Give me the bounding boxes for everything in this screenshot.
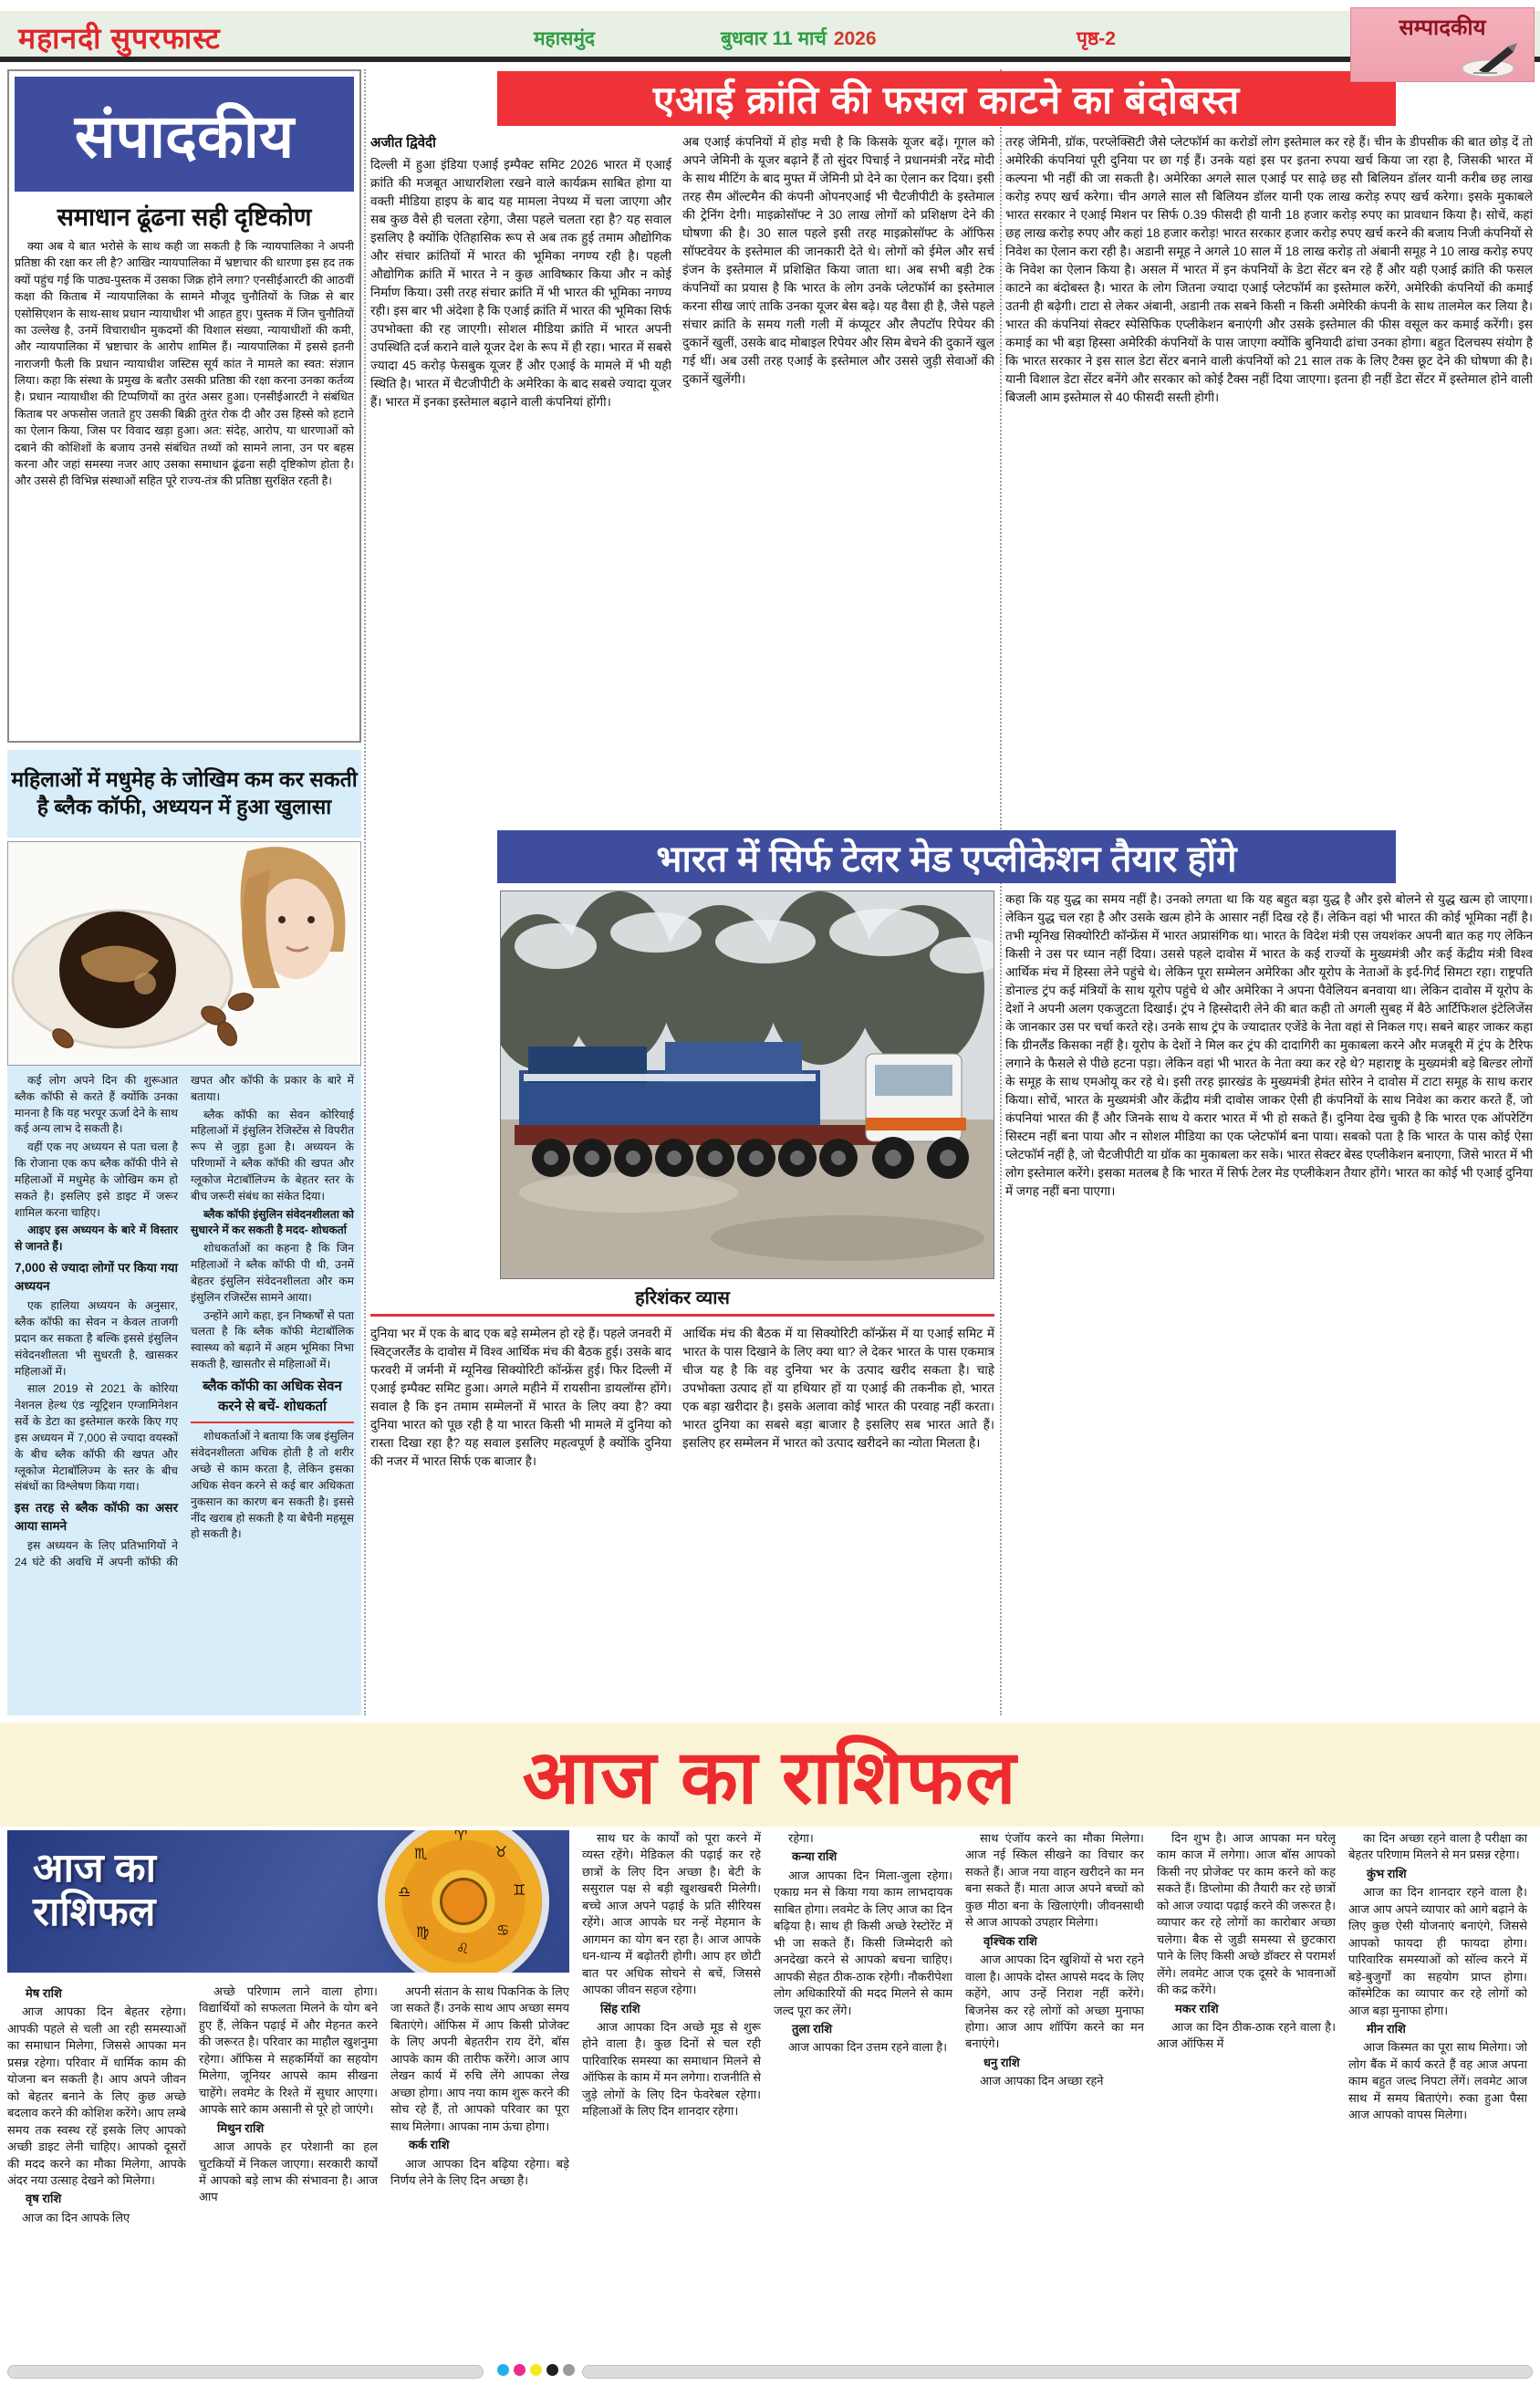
ai-article-column-3: तरह जेमिनी, ग्रॉक, परप्लेक्सिटी जैसे प्लेटफॉर्म का करोडों लोग इस्तेमाल कर रहे हैं। चीन के डीपसीक की बात छोड़ दें तो अमेरिकी कंपनियां पूरी दुनिया पर छा गई हैं। उनके यहां इस पर इतना रुपया खर्च किया जा रहा है, जिसकी भारत में कल्पना भी नहीं की जा सकती है। अमेरिका अगले साल एआई पर साढ़े छह सौ बिलियन डॉलर यानी करीब छह लाख करोड़ रुपए खर्च करेगा। चीन अगले साल सौ बिलियन डॉलर यानी एक लाख करोड़ रुपए खर्च करेगा। इसके मुकाबले भारत सरकार ने एआई मिशन पर सिर्फ 0.39 फीसदी ही यानी 18 हजार करोड़ रुपए का प्रावधान किया है। सोचें, कहां छह लाख करोड़ रुपए और कहां 18 हजार करोड़! भारत सरकार हजार करोड़ रुपए खर्च करने की बजाय निजी कंपनियों से निवेश का ऐलान करा रही है। अडानी समूह ने अगले 10 साल में 18 लाख करोड़ तो अंबानी समूह ने 10 लाख करोड़ रुपए के निवेश का ऐलान किया है। असल में भारत में इन कंपनियों के डेटा सेंटर बन रहे हैं और यही एआई क्रांति की फसल काटने का बंदोबस्त है। भारत के लोग जितना ज्यादा एआई प्लेटफॉर्म का इस्तेमाल करेंगे, अमेरिकी कंपनियों की कमाई उतनी ही बढ़ेगी। टाटा से लेकर अंबानी, अडानी तक सबने किसी न किसी अमेरिकी कंपनी के साथ तालमेल कर लिया है। भारत की कंपनियां सेक्टर स्पेसिफिक एप्लीकेशन बनाएंगी और उसके इस्तेमाल की फीस वसूल कर कमाई करेंगी। इस कमाई का भी बड़ा हिस्सा अमेरिकी कंपनियों के पास जाएगा क्योंकि बुनियादी ढांचा उनका होगा। बहुत दिलचस्प संयोग है कि भारत सरकार ने इस साल डेटा सेंटर बनाने वाली कंपनियों को 21 साल तक के लिए टैक्स छूट देने की घोषणा की है। यानी विशाल डेटा सेंटर बनेंगे और सरकार को कोई टैक्स नहीं दिया जाएगा। इतना ही नहीं डेटा सेंटर में इस्तेमाल होने वाली बिजली आम इस्तेमाल से 40 फीसदी सस्ती होगी। — [1005, 135, 1533, 404]
rashi-name: मीन राशि — [1367, 2021, 1406, 2036]
footer-bar-right — [582, 2365, 1533, 2379]
coffee-paragraph: कई लोग अपने दिन की शुरूआत ब्लैक कॉफी से करते हैं क्योंकि उनका मानना है कि यह भरपूर ऊर्जा देने के साथ कई अन्य लाभ दे सकती है। — [15, 1074, 178, 1136]
coffee-subhead: 7,000 से ज्यादा लोगों पर किया गया अध्ययन — [15, 1261, 178, 1293]
ai-article-text-1: दिल्ली में हुआ इंडिया एआई इम्पैक्ट समिट 2026 भारत में एआई क्रांति की मजबूत आधारशिला रखने वाले कार्यक्रम साबित होगा या वक्ती मीडिया हाइप के बाद यह मामला नेपथ्य में चला जाएगा और सब कुछ वैसे ही चलता रहेगा, जैसा पहले चलता रहा है? यह सवाल इसलिए है क्योंकि ऐतिहासिक रूप से अब तक हुई तमाम औद्योगिक और संचार क्रांतियों में भारत की भूमिका नगण्य रही है। पहली औद्योगिक क्रांति में भारत ने न कुछ आविष्कार किया और न कोई निर्माण किया। उसी तरह संचार क्रांति में भी भारत की भूमिका नगण्य रही। इस बार भी अंदेशा है कि एआई क्रांति में भारत की भूमिका सिर्फ उपभोक्ता की रह जाएगी। सोशल मीडिया क्रांति में भारत अपनी उपस्थिति दर्ज कराने वाले यूजर देश के रूप में ही रहा। भारत में सबसे ज्यादा 45 करोड़ फेसबुक यूजर हैं और एआई के मामले में भी यही स्थिति है। भारत में चैटजीपीटी के अमेरिका के बाद सबसे ज्यादा यूजर हैं। भारत में इनका इस्तेमाल बढ़ाने वाली कंपनियां होंगी। — [370, 158, 671, 409]
horoscope-text: अपनी संतान के साथ पिकनिक के लिए जा सकते हैं। उनके साथ आप अच्छा समय बिताएंगे। ऑफिस में आप किसी प्रोजेक्ट के लिए अपनी बेहतरीन राय देंगे, बॉस आपके काम की तारीफ करेंगे। आज आप लेखन कार्य में रुचि लेंगे आपका लेख अच्छा होगा। आप नया काम शुरू करने की सोच रहे हैं, तो आपको परिवार का पूरा साथ मिलेगा। आपका नाम ऊंचा होगा। — [390, 1984, 569, 2133]
column-separator — [364, 69, 366, 1715]
coffee-subhead: ब्लैक कॉफी का अधिक सेवन करने से बचें- शोधकर्ता — [191, 1377, 354, 1424]
horoscope-graphic-line1: आज का — [33, 1846, 157, 1890]
ai-article-headline: एआई क्रांति की फसल काटने का बंदोबस्त — [652, 78, 1241, 121]
tailor-article-headline: भारत में सिर्फ टेलर मेड एप्लीकेशन तैयार होंगे — [656, 838, 1237, 880]
horoscope-title-band — [0, 1723, 1540, 1827]
coffee-paragraph: ब्लैक कॉफी का सेवन कोरियाई महिलाओं में इंसुलिन रेजिस्टेंस से विपरीत रूप से जुड़ा हुआ है। अध्ययन के परिणामों ने ब्लैक कॉफी की खपत और ग्लूकोज मेटाबॉलिज्म के बेहतर स्तर के बीच जरूरी संबंध का संकेत दिया। — [191, 1108, 354, 1203]
ai-article-column-1 — [370, 133, 671, 825]
rashi-name: कन्या राशि — [792, 1849, 838, 1864]
gray-dot — [563, 2364, 575, 2376]
horoscope-text: आज आपका दिन उत्तम रहने वाला है। — [788, 2040, 948, 2055]
editorial-logo-label: सम्पादकीय — [1399, 16, 1486, 40]
rashi-name: वृश्चिक राशि — [983, 1933, 1037, 1948]
truck-photo — [500, 890, 994, 1279]
pen-icon — [1461, 41, 1524, 78]
wheel-hub — [440, 1878, 487, 1925]
horoscope-graphic — [7, 1830, 569, 1973]
coffee-article-headline — [7, 750, 361, 838]
coffee-headline-line2: है ब्लैक कॉफी, अध्ययन में हुआ खुलासा — [36, 795, 332, 818]
rashi-name: वृष राशि — [26, 2192, 62, 2206]
ai-article-author: अजीत द्विवेदी — [370, 135, 436, 151]
coffee-paragraph: वहीं एक नए अध्ययन से पता चला है कि रोजाना एक कप ब्लैक कॉफी पीने से महिलाओं में मधुमेह के जोखिम कम हो सकते है। इसलिए इसे डाइट में जरूर शामिल करना चाहिए। — [15, 1140, 178, 1219]
zodiac-wheel-icon: ♈ ♉ ♊ ♋ ♌ ♍ ♎ ♏ — [385, 1830, 542, 1973]
truck-photo-illustration — [501, 891, 994, 1278]
horoscope-graphic-line2: राशिफल — [33, 1890, 156, 1935]
horoscope-text: आज आपका दिन अच्छे मूड से शुरू होने वाला है। कुछ दिनों से चल रही पारिवारिक समस्या का समाधान मिलने से ऑफिस के काम में मन लगेगा। राजनीति से जुड़े लोगों के लिए दिन फेवरेबल रहेगा। महिलाओं के लिए दिन शानदार रहेगा। — [582, 2019, 761, 2119]
coffee-body — [7, 1066, 361, 1715]
horoscope-text: रहेगा। — [788, 1831, 814, 1845]
rashi-name: मकर राशि — [1175, 2001, 1219, 2015]
horoscope-text: आज आपका दिन खुशियों से भरा रहने वाला है। आपके दोस्त आपसे मदद के लिए कहेंगे, आप उन्हें निराश नहीं करेंगे। बिजनेस कर रहे लोगों को अच्छा मुनाफा होगा। आज आप शॉपिंग करने का मन बनाएंगे। — [965, 1953, 1144, 2051]
coffee-paragraph: एक हालिया अध्ययन के अनुसार, ब्लैक कॉफी का सेवन न केवल ताजगी प्रदान कर सकता है बल्कि इससे इंसुलिन संवेदनशीलता भी सुधरती है, खासकर महिलाओं में। — [15, 1299, 178, 1378]
horoscope-column — [1157, 1830, 1336, 2359]
rashi-name: तुला राशि — [792, 2021, 833, 2036]
horoscope-text: अच्छे परिणाम लाने वाला होगा। विद्यार्थियों को सफलता मिलने के योग बने हुए हैं, लेकिन पढ़ाई में और मेहनत करने की जरूरत है। परिवार का माहौल खुशनुमा रहेगा। ऑफिस मे सहकर्मियों का सहयोग मिलेगा, जूनियर आपसे काम सीखना चाहेंगे। लवमेट के रिश्ते में सुधार आएगा। आपके सारे काम असानी से पूरे हो जाएंगे। — [199, 1984, 378, 2117]
paper-name: महानदी सुपरफास्ट — [18, 22, 221, 55]
horoscope-text: दिन शुभ है। आज आपका मन घरेलू काम काज में लगेगा। आज बॉस आपको किसी नए प्रोजेक्ट पर काम करने को कह सकते हैं। डिप्लोमा की तैयारी कर रहे छात्रों को आज ज्यादा पढ़ाई करने की जरूरत है। व्यापार कर रहे लोगों का कारोबार अच्छा चलेगा। बैक से जुडी समस्या से छुटकारा पाने के लिए किसी अच्छे डॉक्टर से परामर्श लेंगे। लवमेट आज एक दूसरे के भावनाओं की कद्र करेंगे। — [1157, 1831, 1336, 1997]
tailor-article-headline-banner — [497, 830, 1396, 883]
rashi-name: मिथुन राशि — [217, 2120, 265, 2135]
coffee-subhead: आइए इस अध्ययन के बारे में विस्तार से जानते हैं। — [15, 1224, 178, 1254]
coffee-headline-line1: महिलाओं में मधुमेह के जोखिम कम कर सकती — [11, 767, 358, 792]
coffee-paragraph: शोधकर्ताओं ने बताया कि जब इंसुलिन संवेदनशीलता अधिक होती है तो शरीर अच्छे से काम करता है, लेकिन इसका अधिक सेवन करने से कई बार अधिकता नुकसान का कारण बन सकती है। इससे नींद खराब हो सकती है या बेचैनी महसूस हो सकती है। — [191, 1430, 354, 1541]
horoscope-text: आज का दिन आपके लिए — [22, 2210, 130, 2224]
editorial-body: क्या अब ये बात भरोसे के साथ कही जा सकती है कि न्यायपालिका ने अपनी प्रतिष्ठा की रक्षा कर ली है? आखिर न्यायपालिका में भ्रष्टाचार की धारणा इस हद तक क्यों पहुंच गई कि पाठ्य-पुस्तक में उसका जिक्र होने लगा? एनसीईआरटी की आठवीं कक्षा की किताब में न्यायपालिका के सामने मौजूद चुनौतियों के जिक्र से बार एसोसिएशन के साथ-साथ प्रधान न्यायाधीश भी आहत हुए। पुस्तक में जिन चुनौतियों का उल्लेख है, उनमें विचाराधीन मुकदमों की विशाल संख्या, न्यायाधीशों की कमी, और न्यायपालिका में भ्रष्टाचार के आरोप शामिल हैं। न्यायपालिका में इससे इतनी नाराजगी फैली कि प्रधान न्यायाधीश जस्टिस सूर्य कांत ने मामले का स्वत: संज्ञान लिया। कहा कि संस्था के प्रमुख के बतौर उसकी प्रतिष्ठा की रक्षा करना उनका कर्तव्य है। प्रधान न्यायाधीश की टिप्पणियों का तुरंत असर हुआ। एनसीईआरटी ने संबंधित किताब पर अफसोस जताते हुए उसकी बिक्री तुरंत रोक दी और उस हिस्से को हटाने का ऐलान किया, जिस पर विवाद खड़ा हुआ। अत: संदेह, आरोप, या धारणाओं को दबाने की कोशिशों के बजाय उनसे संबंधित तथ्यों को सामने लाना, उन पर बहस करना और जहां समस्या नजर आए उसका समाधान ढूंढना सही दृष्टिकोण होता है। और उससे ही विभिन्न संस्थाओं सहित पूरे राज्य-तंत्र की प्रतिष्ठा सुरक्षित रहती है। — [15, 240, 354, 488]
yellow-dot — [530, 2364, 542, 2376]
ai-article-column-2: अब एआई कंपनियों में होड़ मची है कि किसके यूजर बढ़ें। गूगल को अपने जेमिनी के यूजर बढ़ाने हैं तो सुंदर पिचाई ने प्रधानमंत्री नरेंद्र मोदी के साथ मीटिंग के बाद मुफ्त में जेमिनी प्रो देने का ऐलान कर दिया। इसी तरह सैम ऑल्टमैन की कंपनी ओपनएआई भी चैटजीपीटी के इस्तेमाल की ट्रेनिंग देगी। माइक्रोसॉफ्ट ने 30 लाख लोगों को प्रशिक्षण देने की घोषणा की है। 30 साल पहले इसी तरह माइक्रोसॉफ्ट के ऑफिस सॉफ्टवेयर के इस्तेमाल की जानकारी देते थे। लोगों को ईमेल और सर्च इंजन के इस्तेमाल में प्रशिक्षित किया जाता था। अब सभी बड़ी टेक कंपनियों का प्रयास है कि भारत के लोग उनके प्लेटफॉर्म का इस्तेमाल करना सीख जाएं ताकि उनका यूजर बेस बढ़े। यह वैसा ही है, जैसे पहले संचार क्रांति के समय गली गली में कंप्यूटर और लैपटॉप रिपेयर की दुकानें खुलीं, उसके बाद मोबाइल रिपेयर और सिम बेचने की दुकानें खुल गई थीं। अब उसी तरह एआई के इस्तेमाल और उससे जुड़ी सेवाओं की दुकानें खुलेंगी। — [682, 135, 994, 386]
magenta-dot — [514, 2364, 525, 2376]
column-separator — [1000, 69, 1002, 1715]
coffee-photo-illustration — [8, 842, 360, 1065]
horoscope-title: आज का राशिफल — [522, 1736, 1018, 1819]
header-band — [0, 11, 1540, 58]
date-line — [721, 26, 877, 51]
date-text: बुधवार 11 मार्च — [721, 28, 827, 49]
horoscope-text: आज आपका दिन मिला-जुला रहेगा। एकाग्र मन से किया गया काम लाभदायक साबित होगा। लवमेट के लिए आज का दिन बढ़िया है। साथ ही किसी अच्छे रेस्टोरेंट में भी जा सकते हैं। किसी जिम्मेदारी को अनदेखा करने से आपको बचना चाहिए। आपकी सेहत ठीक-ठाक रहेगी। नौकरीपेशा लोग अधिकारियों की मदद मिलने से काम जल्द पूरा कर लेंगे। — [774, 1868, 952, 2017]
horoscope-column — [1348, 1830, 1527, 2359]
coffee-subhead: इस तरह से ब्लैक कॉफी का असर आया सामने — [15, 1501, 178, 1533]
coffee-photo — [7, 841, 361, 1066]
registration-marks — [497, 2364, 575, 2376]
editorial-banner — [15, 77, 354, 192]
ai-article-headline-banner — [497, 71, 1396, 126]
horoscope-column — [965, 1830, 1144, 2359]
horoscope-column — [582, 1830, 761, 2359]
rashi-name: मेष राशि — [26, 1986, 62, 2000]
black-dot — [546, 2364, 558, 2376]
tailor-article-column-3: कहा कि यह युद्ध का समय नहीं है। उनको लगता था कि यह बहुत बड़ा युद्ध है और इसे बोलने से युद्ध खत्म हो जाएगा। लेकिन युद्ध चल रहा है और उसके खत्म होने के आसार नहीं दिख रहे हैं। लेकिन वहां भी भारत की कोई भूमिका नहीं है। तभी म्यूनिख सिक्योरिटी कॉन्फ्रेंस में भारत अप्रासंगिक था। भारत के विदेश मंत्री एस जयशंकर अपनी बात कह गए लेकिन किसी ने उस पर ध्यान नहीं दिया। उससे पहले दावोस में भारत के कई राज्यों के मुख्यमंत्री और कई केंद्रीय मंत्री विश्व आर्थिक मंच में हिस्सा लेने पहुंचे थे। लेकिन पूरा सम्मेलन अमेरिका और यूरोप के नेताओं के इर्द-गिर्द सिमटा रहा। राष्ट्रपति डोनाल्ड ट्रंप कई मंत्रियों के साथ यूरोप पहुंचे थे और अमेरिका ने अपना पैवेलियन बनवाया था। लेकिन दावोस में यूरोप के देशों ने अपनी अलग एकजुटता दिखाई। ट्रंप ने हिस्सेदारी लेने की बात कही तो अगली सुबह में बैठे आर्टिफिशल इंटेलिजेंस के जानकार उस पर चर्चा करते रहे। उनके साथ ट्रंप के ज्यादातर एजेंडे के नेता वहां से निकल गए। सबने बाहर जाकर कहा कि ग्रीनलैंड किसका नहीं है। यूरोप के देशों ने मिल कर ट्रंप की दादागिरी का मुकाबला करने और मजबूरी में ट्रंप के टैरिफ लगाने के फैसले से पीछे हटना पड़ा। लेकिन वहां भी भारत के नेता क्या कर रहे थे? महाराष्ट्र के मुख्यमंत्री बड़े बिल्डर लोगों के समूह के साथ एमओयू कर रहे थे। इसी तरह झारखंड के मुख्यमंत्री हेमंत सोरेन ने दावोस में टाटा समूह के साथ करार किया। सोचें, भारत के मुख्यमंत्री और केंद्रीय मंत्री दावोस जाकर ऐसी ही कंपनियों के साथ निवेश का करार करते हैं, जो कंपनियां भारत की हैं और जिनके साथ ये करार भारत में भी हो सकते हैं। दुनिया देख चुकी है कि भारत एक ऑपरेटिंग सिस्टम नहीं बना पाया और न सोशल मीडिया का एक प्लेटफॉर्म बना पाया। सबको पता है कि भारत के पास कोई ऐसा प्लेटफॉर्म नहीं है, जो चैटजीपीटी या ग्रॉक का मुकाबला कर सके। भारत सेक्टर बेस्ड एप्लीकेशन बनाएगा, जिसे भारत में भी लोग इस्तेमाल करेंगे। इसका मतलब है कि भारत में सिर्फ टेलर मेड एप्लीकेशन तैयार होंगे। भारत का कोई भी एआई दुनिया में जगह नहीं बना पाएगा। — [1005, 892, 1533, 1198]
editorial-subtitle: समाधान ढूंढना सही दृष्टिकोण — [57, 203, 312, 231]
coffee-paragraph: इस अध्ययन के लिए प्रतिभागियों ने 24 घंटे की अवधि में अपनी कॉफी की खपत और कॉफी के प्रकार के बारे में बताया। — [15, 1074, 354, 1569]
horoscope-column — [774, 1830, 952, 2359]
coffee-subhead: ब्लैक कॉफी इंसुलिन संवेदनशीलता को सुधारने में कर सकती है मदद- शोधकर्ता — [191, 1207, 354, 1237]
horoscope-text: साथ एंजॉय करने का मौका मिलेगा। आज नई स्किल सीखने का विचार कर सकते हैं। आज नया वाहन खरीदने का मन बना सकते हैं। माता आज अपने बच्चों को कुछ मीठा बना के खिलाएंगी। जीवनसाथी से आज आपको उपहार मिलेगा। — [965, 1831, 1144, 1930]
horoscope-text: आज आपका दिन बढ़िया रहेगा। बड़े निर्णय लेने के लिए दिन अच्छा है। — [390, 2156, 569, 2187]
rashi-name: सिंह राशि — [600, 2001, 640, 2015]
coffee-paragraph: साल 2019 से 2021 के कोरिया नेशनल हेल्थ एंड न्यूट्रिशन एग्जामिनेशन सर्वे के डेटा का इस्तेमाल करके किए गए इस अध्ययन में 7,000 से ज्यादा वयस्कों के बीच ब्लैक कॉफी की खपत और ग्लूकोज मेटाबॉलिज्म के स्तर के बीच संबंधों का विश्लेषण किया गया। — [15, 1382, 178, 1494]
editorial-banner-title: संपादकीय — [74, 102, 295, 170]
horoscope-text: साथ घर के कार्यों को पूरा करने में व्यस्त रहेंगे। मेडिकल की पढ़ाई कर रहे छात्रों के लिए दिन अच्छा है। बेटी के ससुराल पक्ष से बड़ी खुशखबरी मिलेगी। बच्चे आज अपने पढ़ाई के प्रति सीरियस रहेंगे। आज आपके घर नन्हें मेहमान के आगमन का योग बन रहा है। आज आपके धन-धान्य में बढ़ोतरी होगी। आप हर छोटी बात पर अधिक सोचने से बचें, जिससे आपका जीवन सहज रहेगा। — [582, 1831, 761, 1997]
horoscope-text: का दिन अच्छा रहने वाला है परीक्षा का बेहतर परिणाम मिलने से मन प्रसन्न रहेगा। — [1348, 1831, 1527, 1862]
rashi-name: कुंभ राशि — [1367, 1866, 1407, 1880]
horoscope-text: आज किस्मत का पूरा साथ मिलेगा। जो लोग बैंक में कार्य करते हैं वह आज अपना काम बहुत जल्द निपटा लेंगें। लवमेट आज साथ में समय बिताएंगे। रुका हुआ पैसा आज आपको वापस मिलेगा। — [1348, 2040, 1527, 2122]
page-number: पृष्ठ-2 — [1077, 28, 1116, 49]
editorial-logo — [1350, 7, 1535, 82]
cyan-dot — [497, 2364, 509, 2376]
horoscope-text: आज का दिन शानदार रहने वाला है। आज आप अपने व्यापार को आगे बढ़ाने के लिए कुछ ऐसी योजनाएं बनाएंगे, जिससे आपको फायदा ही फायदा होगा। पारिवारिक समस्याओं को सॉल्व करने में बड़े-बुजुर्गों का सहयोग प्राप्त होगा। कॉस्मेटिक का व्यापार कर रहे लोगों को आज बड़ा मुनाफा होगा। — [1348, 1885, 1527, 2017]
date-year: 2026 — [833, 28, 877, 49]
rashi-name: कर्क राशि — [409, 2138, 450, 2152]
byline-rule — [370, 1314, 994, 1317]
edition-city: महासमुंद — [534, 28, 596, 49]
coffee-paragraph: उन्होंने आगे कहा, इन निष्कर्षों से पता चलता है कि ब्लैक कॉफी मेटाबॉलिक स्वास्थ्य को बढ़ाने में अहम भूमिका निभा सकती है, खासतौर से महिलाओं में। — [191, 1308, 354, 1371]
horoscope-text: आज आपके हर परेशानी का हल चुटकियों में निकल जाएगा। सरकारी कार्यों में आपको बड़े लाभ की संभावना है। आज आप — [199, 2140, 378, 2204]
horoscope-text: आज आपका दिन बेहतर रहेगा। आपकी पहले से चली आ रही समस्याओं का समाधान मिलेगा, जिससे आपका मन प्रसन्न रहेगा। परिवार में धार्मिक काम की योजना बन सकती है। आप अपने जीवन को बेहतर बनाने के लिए कुछ अच्छे बदलाव करने की कोशिश करेंगे। आप लम्बे समय तक स्वस्थ रहें इसके लिए आपको अच्छी डाइट लेनी चाहिए। आपको दूसरों की मदद करने का मौका मिलेगा, आपके अंदर नया उत्साह देखने को मिलेगा। — [7, 2005, 186, 2187]
header-rule — [0, 57, 1540, 62]
tailor-article-byline: हरिशंकर व्यास — [635, 1288, 730, 1308]
horoscope-text: आज आपका दिन अच्छा रहने — [980, 2074, 1104, 2088]
rashi-name: धनु राशि — [983, 2055, 1020, 2069]
horoscope-text: आज का दिन ठीक-ठाक रहने वाला है। आज ऑफिस में — [1157, 2019, 1336, 2051]
tailor-article-column-1: दुनिया भर में एक के बाद एक बड़े सम्मेलन हो रहे हैं। पहले जनवरी में स्विट्जरलैंड के दावोस में विश्व आर्थिक मंच की बैठक हुई। उसके बाद फरवरी में जर्मनी में म्यूनिख सिक्योरिटी कॉन्फ्रेंस हुई। फिर दिल्ली में एआई इम्पैक्ट समिट हुआ। अगले महीने में रायसीना डायलॉग्स होंगे। सवाल है कि इन तमाम सम्मेलनों में भारत के लिए क्या है? क्या दुनिया भारत को पूछ रही है या भारत किसी भी मामले में दुनिया को रास्ता दिखा रहा है? यह सवाल इसलिए महत्वपूर्ण है क्योंकि दुनिया की नजर में भारत सिर्फ एक बाजार है। — [370, 1327, 671, 1468]
coffee-paragraph: शोधकर्ताओं का कहना है कि जिन महिलाओं ने ब्लैक कॉफी पी थी, उनमें बेहतर इंसुलिन संवेदनशीलता और कम इंसुलिन रजिस्टेंस सामने आया। — [191, 1242, 354, 1304]
tailor-article-column-2: आर्थिक मंच की बैठक में या सिक्योरिटी कॉन्फ्रेंस में या एआई समिट में भारत के पास दिखाने के लिए क्या था? ले देकर भारत के पास एकमात्र चीज यह है कि वह दुनिया भर के उत्पाद खरीद सकता है। चाहे उपभोक्ता उत्पाद हों या हथियार हों या एआई की तकनीक हो, भारत एक बड़ा खरीदार है। इसके अलावा कोई भारत की परवाह नहीं करता। भारत दुनिया का सबसे बड़ा बाजार है इसलिए सब भारत आते हैं। इसलिए हर सम्मेलन में भारत को उत्पाद खरीदने का न्योता मिलता है। — [682, 1327, 994, 1450]
editorial-box — [7, 69, 361, 743]
footer-bar-left — [7, 2365, 484, 2379]
